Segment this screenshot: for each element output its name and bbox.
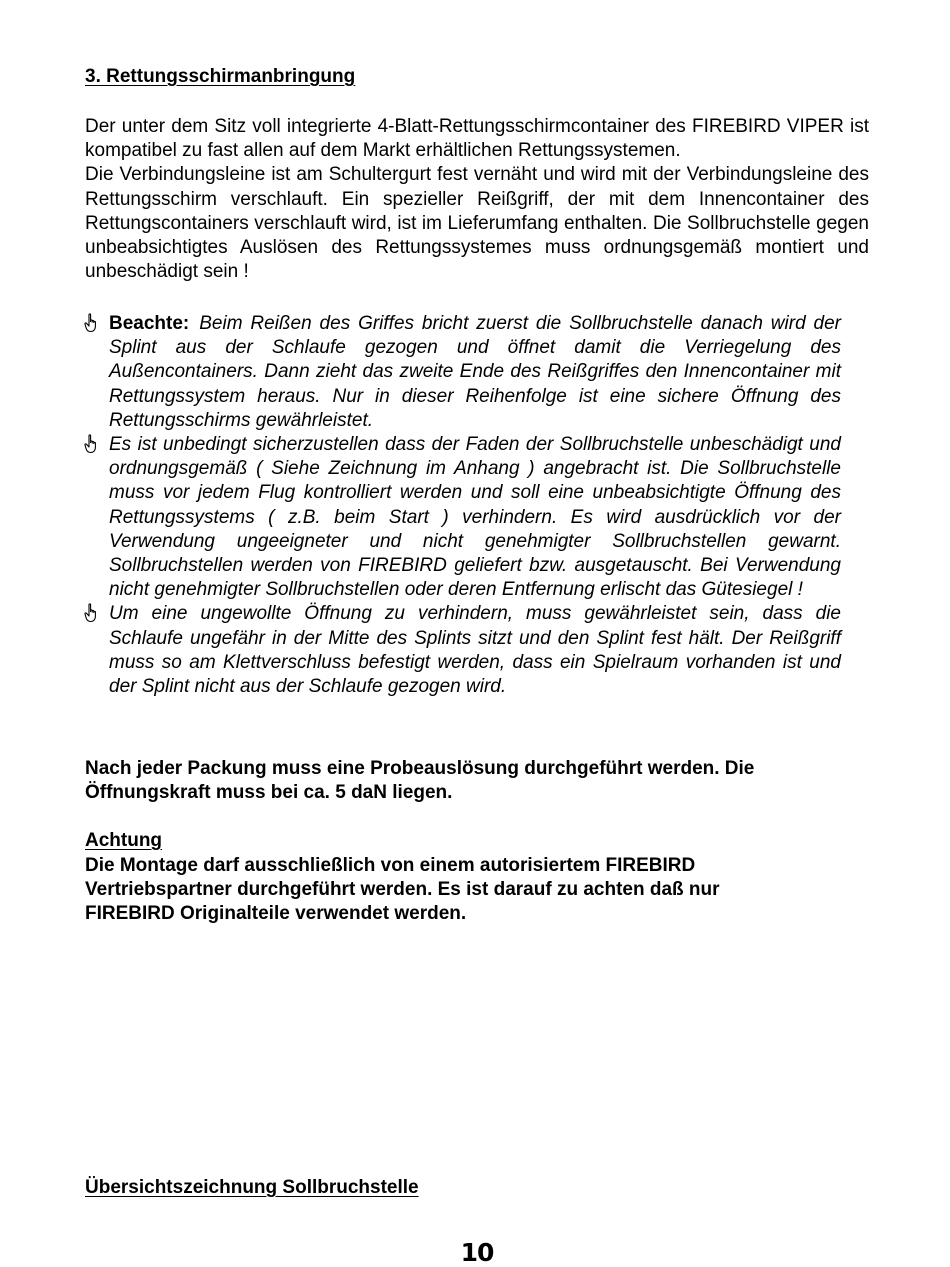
test-release-notice: Nach jeder Packung muss eine Probeauslösung durchgeführt werden. Die Öffnungskraft muss bei ca. 5 daN liegen. bbox=[85, 758, 755, 804]
intro-paragraph-1: Der unter dem Sitz voll integrierte 4-Blatt-Rettungsschirmcontainer des FIREBIRD VIPER ist kompatibel zu fast allen auf dem Markt erhältlichen Rettungssystemen. bbox=[85, 116, 869, 162]
note-item bbox=[85, 312, 841, 433]
pointing-hand-icon bbox=[83, 603, 99, 623]
notes-list bbox=[85, 312, 869, 699]
document-page bbox=[85, 0, 869, 1267]
intro-paragraph-2: Die Verbindungsleine ist am Schultergurt fest vernäht und wird mit der Verbindungsleine des Rettungsschirm verschlauft. Ein spezieller Reißgriff, der mit dem Innencontainer des Rettungscontainers verschlauft wird, ist im Lieferumfang enthalten. Die Sollbruchstelle gegen unbeabsichtigtes Auslösen des Rettungssystemes muss ordnungsgemäß montiert und unbeschädigt sein ! bbox=[85, 164, 869, 283]
note-item bbox=[85, 433, 841, 602]
achtung-title: Achtung bbox=[85, 830, 163, 851]
pointing-hand-icon bbox=[83, 434, 99, 454]
page-number: 10 bbox=[460, 1238, 494, 1267]
section-title: 3. Rettungsschirmanbringung bbox=[85, 66, 356, 87]
pointing-hand-icon bbox=[83, 313, 99, 333]
intro-text bbox=[85, 115, 869, 284]
note-item bbox=[85, 602, 841, 699]
note-text: Um eine ungewollte Öffnung zu verhindern, muss gewährleistet sein, dass die Schlaufe ungefähr in der Mitte des Splints sitzt und den Splint fest hält. Der Reißgriff muss so am Klettverschluss befestigt werden, dass ein Spielraum vorhanden ist und der Splint nicht aus der Schlaufe gezogen wird. bbox=[109, 603, 841, 698]
note-text: Beim Reißen des Griffes bricht zuerst die Sollbruchstelle danach wird der Splint aus der Schlaufe gezogen und öffnet damit die Verriegelung des Außencontainers. Dann zieht das zweite Ende des Reißgriffes den Innencontainer mit Rettungssystem heraus. Nur in dieser Reihenfolge ist eine sichere Öffnung des Rettungsschirms gewährleistet. bbox=[109, 313, 841, 431]
overview-title: Übersichtszeichnung Sollbruchstelle bbox=[85, 1177, 419, 1198]
note-lead: Beachte: bbox=[109, 313, 190, 334]
achtung-text: Die Montage darf ausschließlich von einem autorisiertem FIREBIRD Vertriebspartner durchgeführt werden. Es ist darauf zu achten daß nur FIREBIRD Originalteile verwendet werden. bbox=[85, 855, 720, 925]
note-text: Es ist unbedingt sicherzustellen dass der Faden der Sollbruchstelle unbeschädigt und ordnungsgemäß ( Siehe Zeichnung im Anhang ) angebracht ist. Die Sollbruchstelle muss vor jedem Flug kontrolliert werden und soll eine unbeabsichtigte Öffnung des Rettungssystems ( z.B. beim Start ) verhindern. Es wird ausdrücklich vor der Verwendung ungeeigneter und nicht genehmigter Sollbruchstellen gewarnt. Sollbruchstellen werden von FIREBIRD geliefert bzw. ausgetauscht. Bei Verwendung nicht genehmigter Sollbruchstellen oder deren Entfernung erlischt das Gütesiegel ! bbox=[109, 434, 841, 601]
